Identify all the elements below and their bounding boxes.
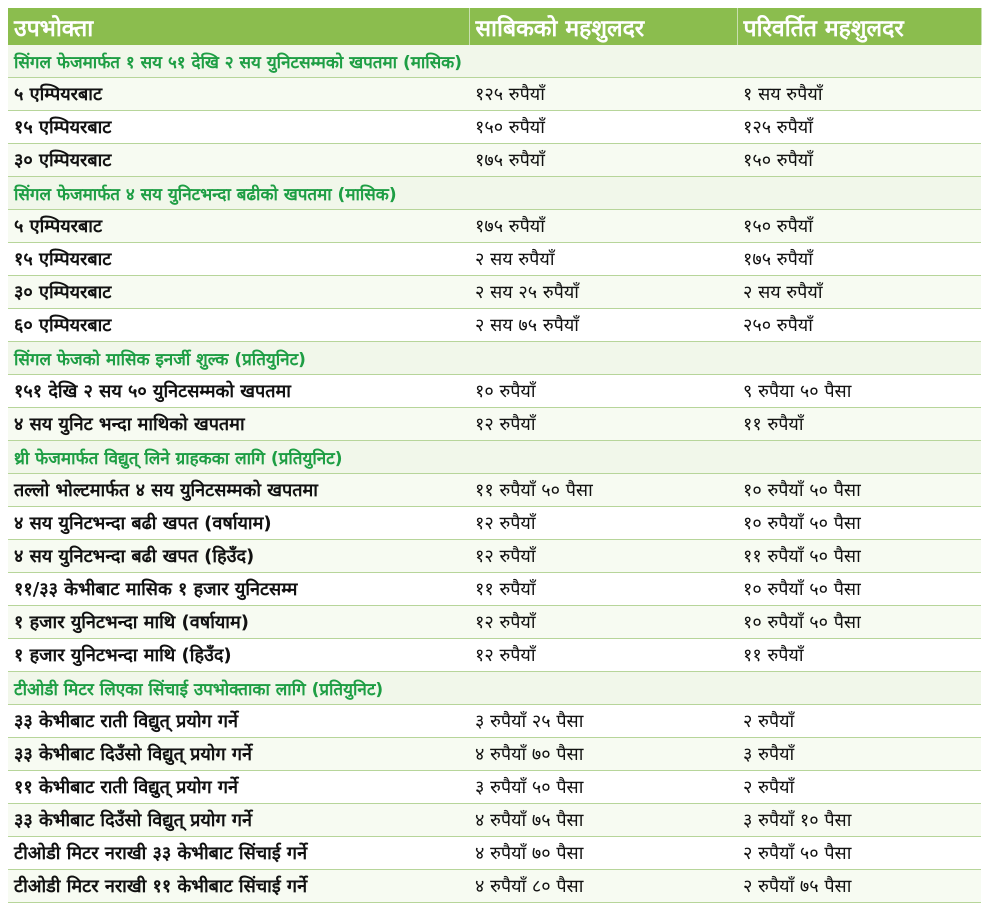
consumer-cell: ६० एम्पियरबाट (8, 309, 469, 342)
table-row (8, 606, 981, 639)
old-rate-cell: २ सय ७५ रुपैयाँ (469, 309, 737, 342)
header-new-rate: परिवर्तित महशुलदर (737, 8, 981, 45)
new-rate-cell: ११ रुपैयाँ (737, 408, 981, 441)
section-header-row (8, 45, 981, 78)
table-row (8, 144, 981, 177)
old-rate-cell: ४ रुपैयाँ ७५ पैसा (469, 804, 737, 837)
new-rate-cell: १५० रुपैयाँ (737, 210, 981, 243)
old-rate-cell: ४ रुपैयाँ ७० पैसा (469, 738, 737, 771)
new-rate-cell: १२५ रुपैयाँ (737, 111, 981, 144)
consumer-cell: ३३ केभीबाट दिउँसो विद्युत् प्रयोग गर्ने (8, 738, 469, 771)
consumer-cell: ३३ केभीबाट राती विद्युत् प्रयोग गर्ने (8, 705, 469, 738)
consumer-cell: १५ एम्पियरबाट (8, 243, 469, 276)
new-rate-cell: १० रुपैयाँ ५० पैसा (737, 573, 981, 606)
old-rate-cell: ४ रुपैयाँ ७० पैसा (469, 837, 737, 870)
old-rate-cell: १५० रुपैयाँ (469, 111, 737, 144)
new-rate-cell: १० रुपैयाँ ५० पैसा (737, 606, 981, 639)
table-row (8, 408, 981, 441)
old-rate-cell: ११ रुपैयाँ (469, 573, 737, 606)
old-rate-cell: २ सय रुपैयाँ (469, 243, 737, 276)
new-rate-cell: २ रुपैयाँ ७५ पैसा (737, 870, 981, 903)
table-row (8, 837, 981, 870)
consumer-cell: ५ एम्पियरबाट (8, 78, 469, 111)
section-header-row (8, 342, 981, 375)
consumer-cell: ३० एम्पियरबाट (8, 276, 469, 309)
table-row (8, 771, 981, 804)
table-row (8, 573, 981, 606)
old-rate-cell: ३ रुपैयाँ २५ पैसा (469, 705, 737, 738)
old-rate-cell: ३ रुपैयाँ ५० पैसा (469, 771, 737, 804)
consumer-cell: ४ सय युनिट भन्दा माथिको खपतमा (8, 408, 469, 441)
table-header (8, 8, 981, 45)
header-consumer: उपभोक्ता (8, 8, 469, 45)
section-title: टीओडी मिटर लिएका सिंचाई उपभोक्ताका लागि (प्रतियुनिट) (8, 672, 981, 705)
old-rate-cell: १२ रुपैयाँ (469, 507, 737, 540)
consumer-cell: ३३ केभीबाट दिउँसो विद्युत् प्रयोग गर्ने (8, 804, 469, 837)
consumer-cell: तल्लो भोल्टमार्फत ४ सय युनिटसम्मको खपतमा (8, 474, 469, 507)
table-row (8, 540, 981, 573)
old-rate-cell: १२ रुपैयाँ (469, 408, 737, 441)
old-rate-cell: १० रुपैयाँ (469, 375, 737, 408)
old-rate-cell: १७५ रुपैयाँ (469, 210, 737, 243)
table-body (8, 45, 981, 903)
table-row (8, 870, 981, 903)
old-rate-cell: १२ रुपैयाँ (469, 639, 737, 672)
table-row (8, 639, 981, 672)
old-rate-cell: २ सय २५ रुपैयाँ (469, 276, 737, 309)
old-rate-cell: ४ रुपैयाँ ८० पैसा (469, 870, 737, 903)
table-row (8, 705, 981, 738)
new-rate-cell: ३ रुपैयाँ १० पैसा (737, 804, 981, 837)
table-row (8, 309, 981, 342)
new-rate-cell: १० रुपैयाँ ५० पैसा (737, 474, 981, 507)
section-title: सिंगल फेजमार्फत ४ सय युनिटभन्दा बढीको खपतमा (मासिक) (8, 177, 981, 210)
old-rate-cell: १२ रुपैयाँ (469, 606, 737, 639)
consumer-cell: टीओडी मिटर नराखी ३३ केभीबाट सिंचाई गर्ने (8, 837, 469, 870)
consumer-cell: १५ एम्पियरबाट (8, 111, 469, 144)
new-rate-cell: ३ रुपैयाँ (737, 738, 981, 771)
new-rate-cell: २५० रुपैयाँ (737, 309, 981, 342)
new-rate-cell: २ रुपैयाँ ५० पैसा (737, 837, 981, 870)
table-row (8, 738, 981, 771)
new-rate-cell: २ रुपैयाँ (737, 705, 981, 738)
old-rate-cell: ११ रुपैयाँ ५० पैसा (469, 474, 737, 507)
table-row (8, 375, 981, 408)
section-title: सिंगल फेजको मासिक इनर्जी शुल्क (प्रतियुनिट) (8, 342, 981, 375)
consumer-cell: १ हजार युनिटभन्दा माथि (हिउँद) (8, 639, 469, 672)
header-row (8, 8, 981, 45)
consumer-cell: ४ सय युनिटभन्दा बढी खपत (हिउँद) (8, 540, 469, 573)
table-row (8, 474, 981, 507)
section-header-row (8, 672, 981, 705)
new-rate-cell: ११ रुपैयाँ (737, 639, 981, 672)
new-rate-cell: १ सय रुपैयाँ (737, 78, 981, 111)
tariff-table (8, 8, 982, 903)
new-rate-cell: १० रुपैयाँ ५० पैसा (737, 507, 981, 540)
new-rate-cell: ९ रुपैया ५० पैसा (737, 375, 981, 408)
new-rate-cell: २ सय रुपैयाँ (737, 276, 981, 309)
table-row (8, 276, 981, 309)
consumer-cell: ११/३३ केभीबाट मासिक १ हजार युनिटसम्म (8, 573, 469, 606)
old-rate-cell: १२५ रुपैयाँ (469, 78, 737, 111)
table-row (8, 78, 981, 111)
old-rate-cell: १७५ रुपैयाँ (469, 144, 737, 177)
table-row (8, 507, 981, 540)
section-title: सिंगल फेजमार्फत १ सय ५१ देखि २ सय युनिटसम्मको खपतमा (मासिक) (8, 45, 981, 78)
consumer-cell: टीओडी मिटर नराखी ११ केभीबाट सिंचाई गर्ने (8, 870, 469, 903)
new-rate-cell: ११ रुपैयाँ ५० पैसा (737, 540, 981, 573)
table-row (8, 210, 981, 243)
consumer-cell: ५ एम्पियरबाट (8, 210, 469, 243)
consumer-cell: ११ केभीबाट राती विद्युत् प्रयोग गर्ने (8, 771, 469, 804)
new-rate-cell: १५० रुपैयाँ (737, 144, 981, 177)
old-rate-cell: १२ रुपैयाँ (469, 540, 737, 573)
table-row (8, 804, 981, 837)
new-rate-cell: १७५ रुपैयाँ (737, 243, 981, 276)
header-old-rate: साबिकको महशुलदर (469, 8, 737, 45)
section-title: थ्री फेजमार्फत विद्युत् लिने ग्राहकका लागि (प्रतियुनिट) (8, 441, 981, 474)
table-row (8, 111, 981, 144)
section-header-row (8, 177, 981, 210)
consumer-cell: ३० एम्पियरबाट (8, 144, 469, 177)
table-row (8, 243, 981, 276)
consumer-cell: १ हजार युनिटभन्दा माथि (वर्षायाम) (8, 606, 469, 639)
new-rate-cell: २ रुपैयाँ (737, 771, 981, 804)
section-header-row (8, 441, 981, 474)
consumer-cell: १५१ देखि २ सय ५० युनिटसम्मको खपतमा (8, 375, 469, 408)
consumer-cell: ४ सय युनिटभन्दा बढी खपत (वर्षायाम) (8, 507, 469, 540)
